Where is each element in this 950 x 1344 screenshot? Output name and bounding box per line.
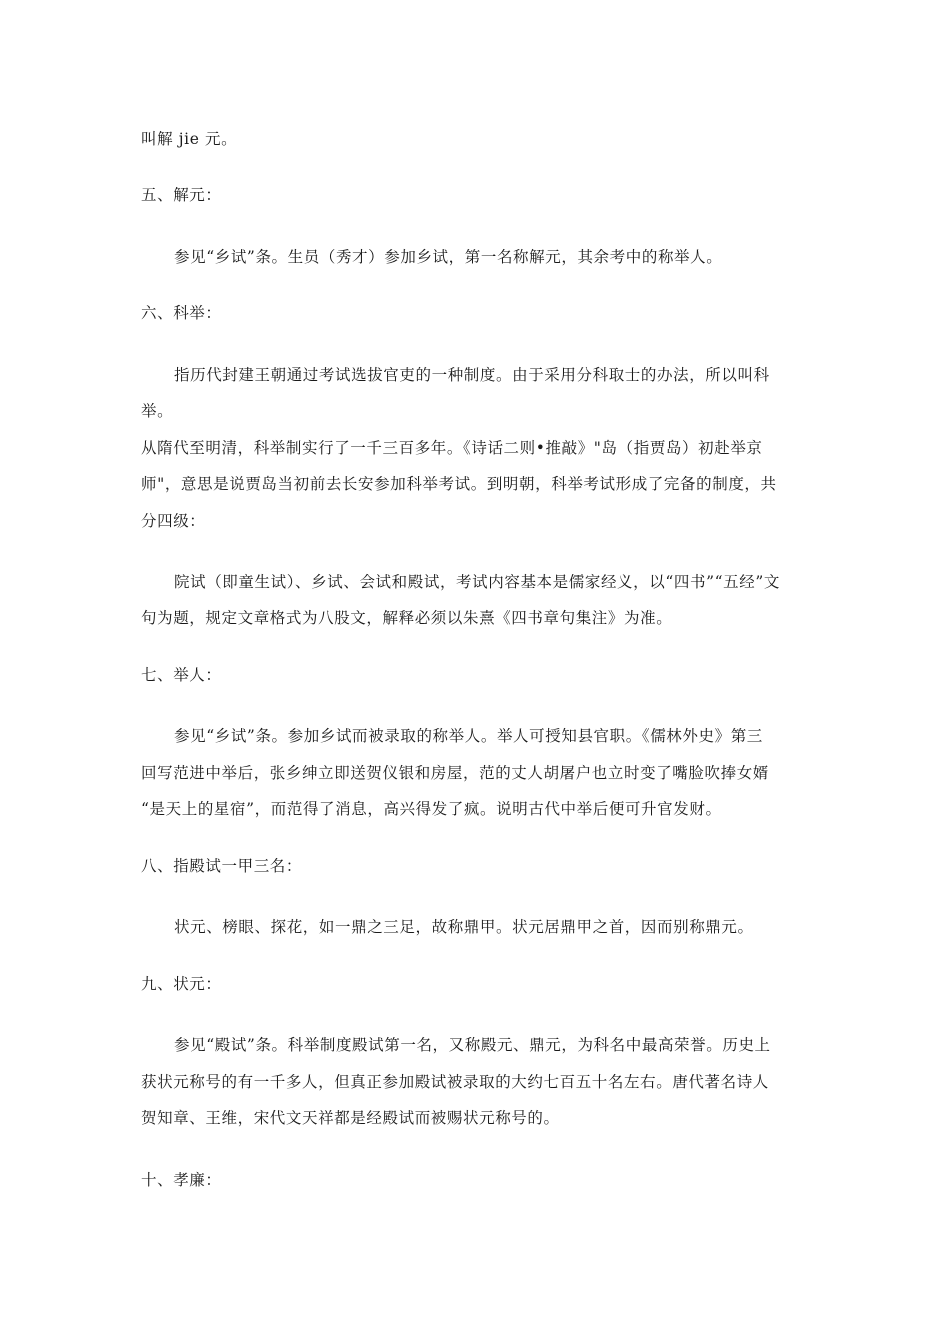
paragraph-line: 从隋代至明清，科举制实行了一千三百多年。《诗话二则•推敲》"岛（指贾岛）初赴举京 bbox=[141, 439, 763, 457]
paragraph-line: “是天上的星宿”，而范得了消息，高兴得发了疯。说明古代中举后便可升官发财。 bbox=[141, 800, 722, 818]
paragraph-line: 举。 bbox=[141, 402, 174, 420]
paragraph-line: 参见“乡试”条。参加乡试而被录取的称举人。举人可授知县官职。《儒林外史》第三 bbox=[174, 727, 763, 745]
paragraph-line: 句为题，规定文章格式为八股文，解释必须以朱熹《四书章句集注》为准。 bbox=[141, 609, 673, 627]
paragraph-line: 指历代封建王朝通过考试选拔官吏的一种制度。由于采用分科取士的办法，所以叫科 bbox=[174, 366, 770, 384]
paragraph-line: 院试（即童生试）、乡试、会试和殿试，考试内容基本是儒家经义，以“四书”“五经”文 bbox=[174, 573, 780, 591]
paragraph-line: 师"，意思是说贾岛当初前去长安参加科举考试。到明朝，科举考试形成了完备的制度，共 bbox=[141, 475, 777, 493]
section-heading: 七、举人： bbox=[141, 666, 222, 684]
section-heading: 十、孝廉： bbox=[141, 1171, 222, 1189]
paragraph-line: 参见“殿试”条。科举制度殿试第一名，又称殿元、鼎元，为科名中最高荣誉。历史上 bbox=[174, 1036, 771, 1054]
paragraph-line: 获状元称号的有一千多人，但真正参加殿试被录取的大约七百五十名左右。唐代著名诗人 bbox=[141, 1073, 769, 1091]
section-heading: 八、指殿试一甲三名： bbox=[141, 857, 303, 875]
section-heading: 九、状元： bbox=[141, 975, 222, 993]
paragraph-line: 分四级： bbox=[141, 512, 206, 530]
paragraph-line: 参见“乡试”条。生员（秀才）参加乡试，第一名称解元，其余考中的称举人。 bbox=[174, 248, 723, 266]
text-line: 叫解 jie 元。 bbox=[141, 130, 238, 148]
section-heading: 五、解元： bbox=[141, 186, 222, 204]
section-heading: 六、科举： bbox=[141, 304, 222, 322]
paragraph-line: 回写范进中举后，张乡绅立即送贺仪银和房屋，范的丈人胡屠户也立时变了嘴脸吹捧女婿 bbox=[141, 764, 769, 782]
paragraph-line: 贺知章、王维，宋代文天祥都是经殿试而被赐状元称号的。 bbox=[141, 1109, 560, 1127]
paragraph-line: 状元、榜眼、探花，如一鼎之三足，故称鼎甲。状元居鼎甲之首，因而别称鼎元。 bbox=[174, 918, 754, 936]
